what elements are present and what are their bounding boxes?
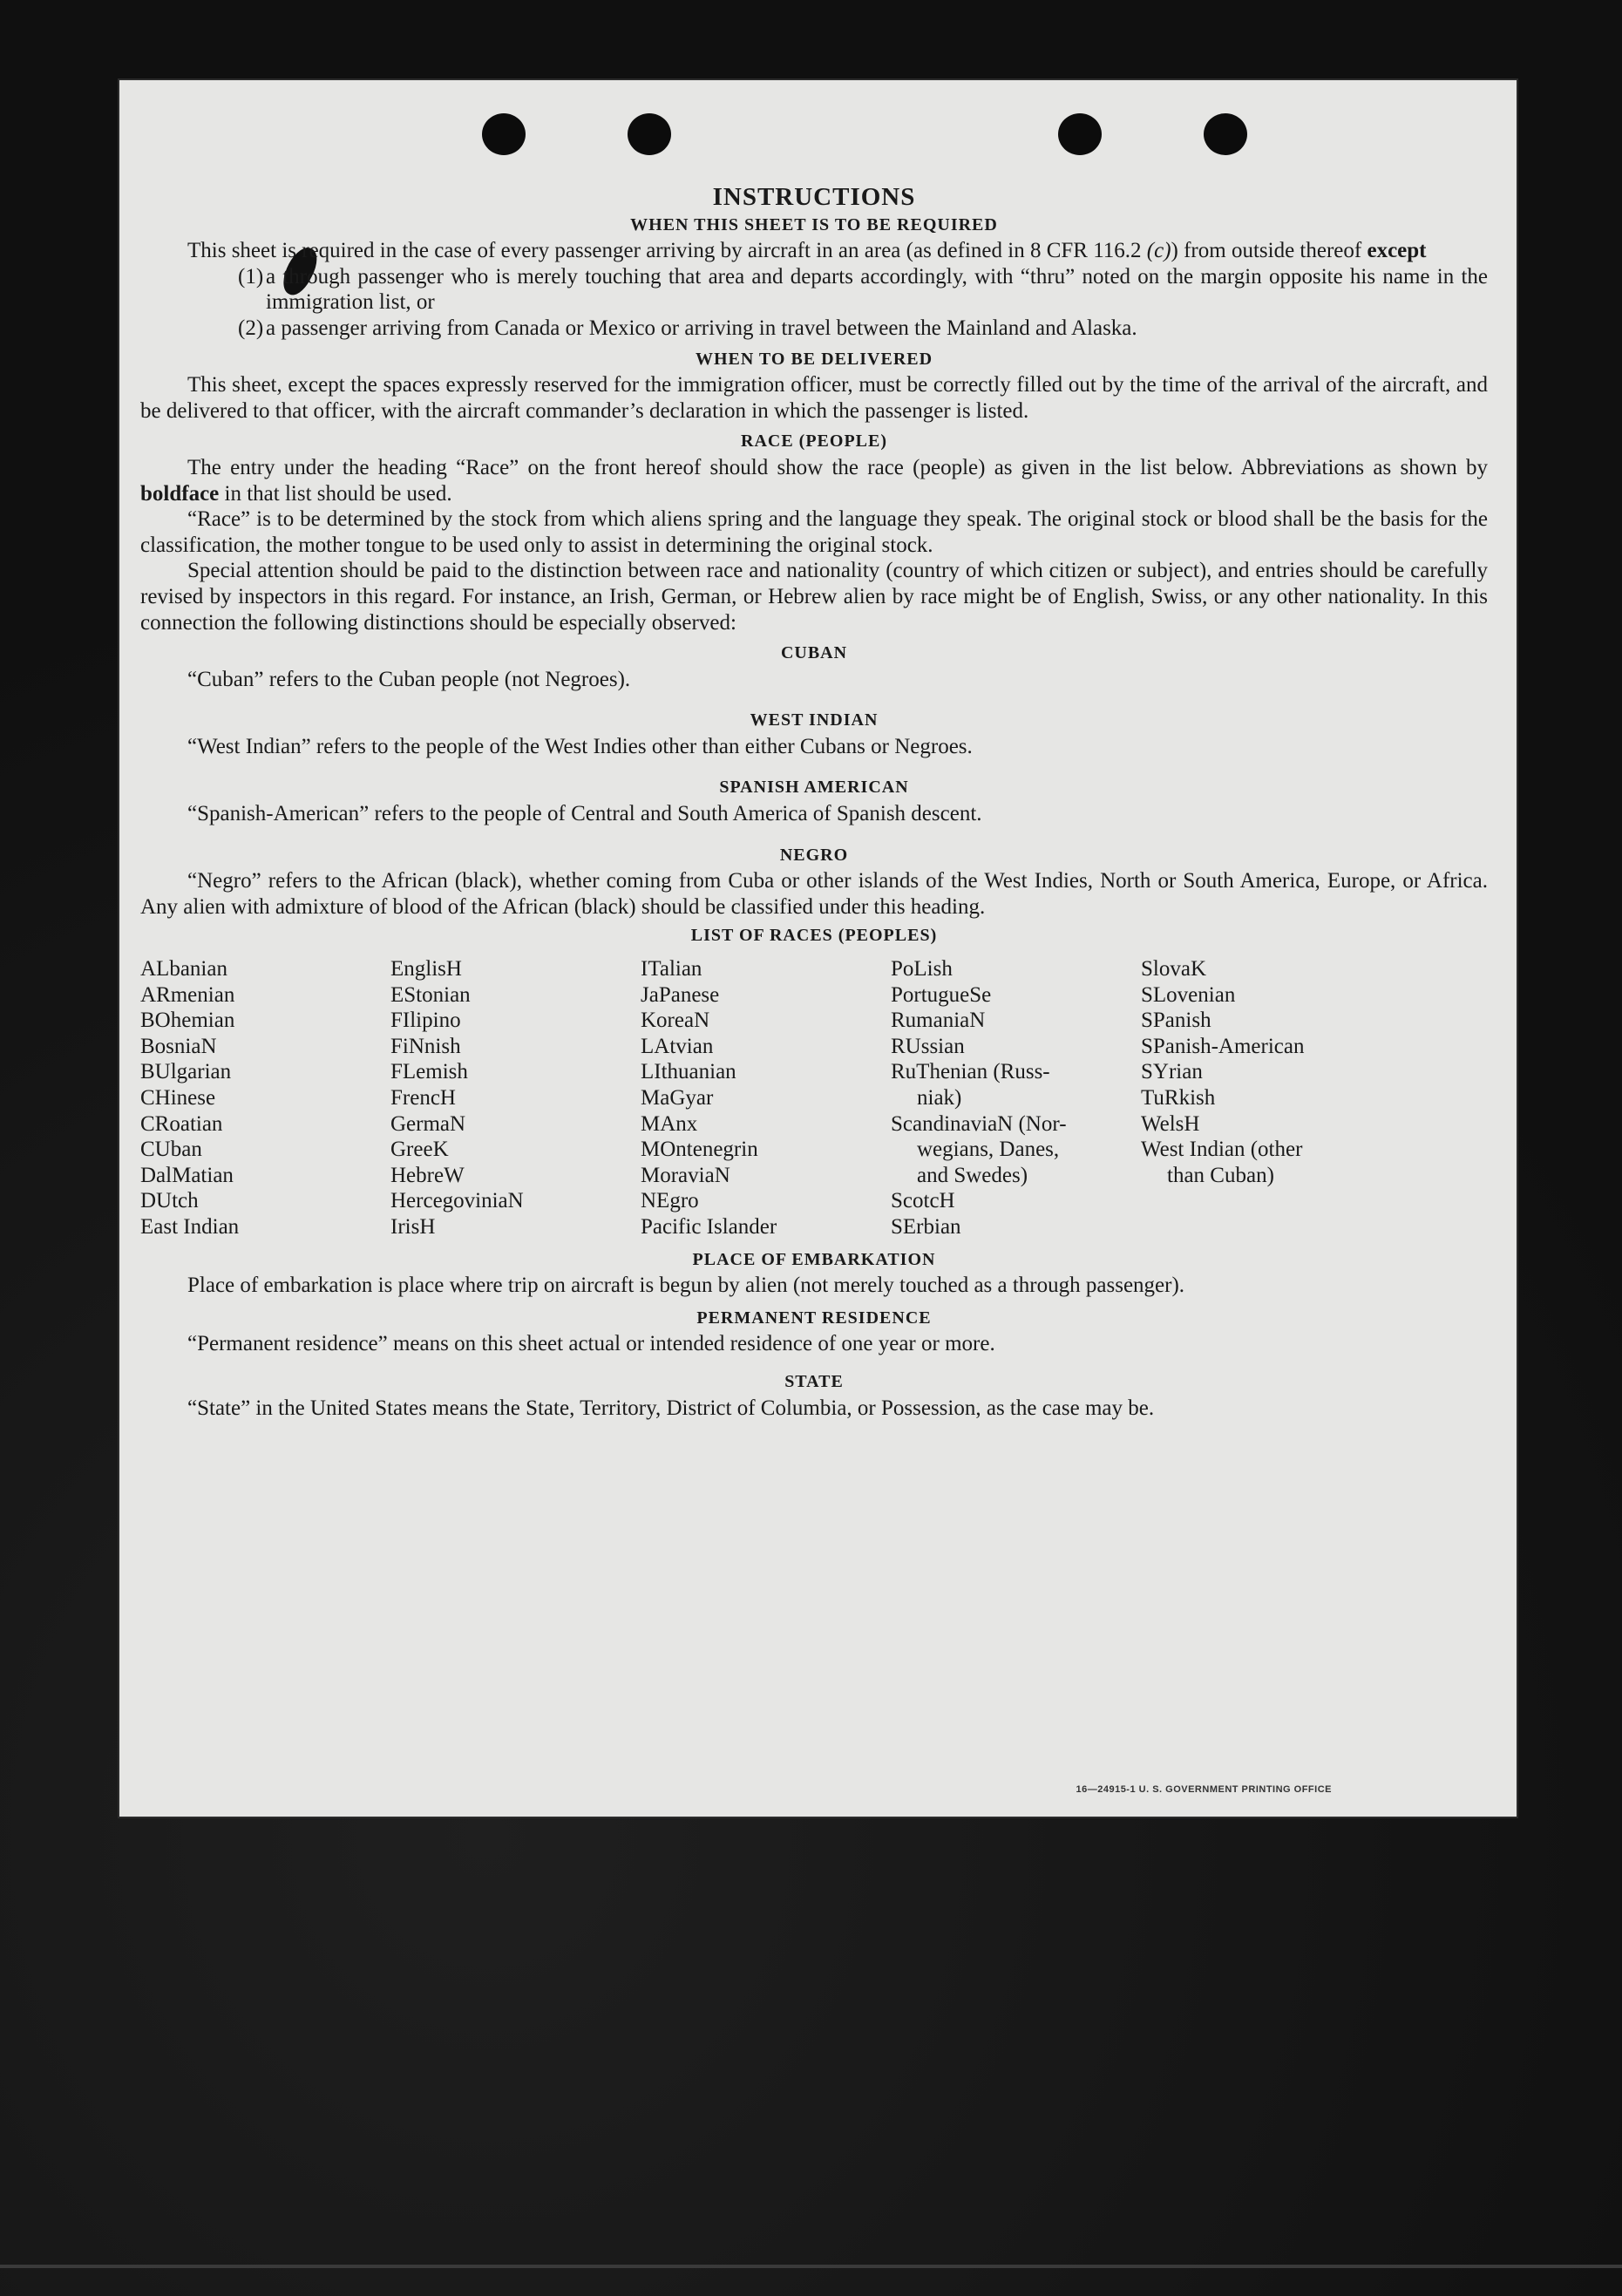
race-entry: East Indian [140, 1214, 240, 1239]
punch-hole [628, 113, 671, 155]
race-entry: SlovaK [1141, 957, 1206, 982]
race-column [641, 956, 891, 1240]
race-entry: NEgro [641, 1189, 699, 1213]
race-list [140, 956, 1488, 1240]
race-entry: LIthuanian [641, 1060, 736, 1084]
paragraph: The entry under the heading “Race” on the front hereof should show the race (people) as given in the list below. Abbreviations as shown by boldface in that list should be used. [140, 455, 1488, 506]
race-entry: SPanish [1141, 1009, 1211, 1033]
race-entry: niak) [917, 1086, 962, 1110]
section-heading: PLACE OF EMBARKATION [692, 1249, 936, 1269]
race-entry: ALbanian [140, 957, 227, 982]
race-entry: SLovenian [1141, 982, 1236, 1007]
race-entry: DUtch [140, 1189, 199, 1213]
race-entry: RuThenian (Russ- [891, 1060, 1050, 1084]
race-entry: SErbian [891, 1214, 961, 1239]
race-entry: MoraviaN [641, 1163, 730, 1187]
paragraph: “Cuban” refers to the Cuban people (not Negroes). [187, 667, 631, 691]
section-heading: WHEN THIS SHEET IS TO BE REQUIRED [630, 214, 998, 234]
race-entry: ITalian [641, 957, 702, 982]
section-heading: SPANISH AMERICAN [719, 778, 909, 798]
race-entry: RUssian [891, 1034, 965, 1058]
race-entry: wegians, Danes, [917, 1138, 1060, 1162]
paragraph: “West Indian” refers to the people of the West Indies other than either Cubans or Negroes. [187, 734, 973, 758]
race-entry: Pacific Islander [641, 1214, 777, 1239]
race-entry: than Cuban) [1167, 1163, 1274, 1187]
race-entry: ScotcH [891, 1189, 955, 1213]
punch-hole [482, 113, 526, 155]
race-entry: ScandinaviaN (Nor- [891, 1111, 1067, 1136]
race-entry: SYrian [1141, 1060, 1203, 1084]
race-entry: RumaniaN [891, 1009, 986, 1033]
race-entry: WelsH [1141, 1111, 1200, 1136]
race-entry: GermaN [390, 1111, 466, 1136]
race-entry: EStonian [390, 982, 471, 1007]
list-item: (1) a through passenger who is merely touching that area and departs accordingly, with “thru” noted on the margin opposite his name in the immigration list, or [238, 264, 1488, 315]
race-entry: TuRkish [1141, 1086, 1216, 1110]
punch-hole [1058, 113, 1102, 155]
paragraph: “Permanent residence” means on this sheet actual or intended residence of one year or more. [187, 1332, 995, 1356]
list-item: (2) a passenger arriving from Canada or Mexico or arriving in travel between the Mainland and Alaska. [238, 316, 1137, 340]
race-entry: BosniaN [140, 1034, 217, 1058]
paragraph: This sheet is required in the case of every passenger arriving by aircraft in an area (as defined in 8 CFR 116.2 (c)) from outside thereof except [187, 239, 1427, 263]
punch-hole [1204, 113, 1247, 155]
race-entry: CRoatian [140, 1111, 223, 1136]
paragraph: “Spanish-American” refers to the people of Central and South America of Spanish descent. [187, 802, 982, 826]
document-page [119, 80, 1517, 1817]
section-heading: WHEN TO BE DELIVERED [695, 349, 933, 369]
race-entry: FrencH [390, 1086, 456, 1110]
paragraph: Place of embarkation is place where trip on aircraft is begun by alien (not merely touched as a through passenger). [187, 1274, 1185, 1298]
race-entry: BUlgarian [140, 1060, 232, 1084]
race-column [390, 956, 641, 1240]
race-column [140, 956, 390, 1240]
race-entry: MOntenegrin [641, 1138, 758, 1162]
race-entry: SPanish-American [1141, 1034, 1305, 1058]
printer-imprint: 16—24915-1 U. S. GOVERNMENT PRINTING OFFICE [1076, 1784, 1332, 1795]
race-entry: CUban [140, 1138, 202, 1162]
paragraph: “State” in the United States means the State, Territory, District of Columbia, or Possession, as the case may be. [187, 1396, 1155, 1420]
paragraph: “Race” is to be determined by the stock from which aliens spring and the language they speak. The original stock or blood shall be the basis for the classification, the mother tongue to be used only to assist in determining the original stock. [140, 507, 1488, 557]
race-entry: HebreW [390, 1163, 465, 1187]
section-heading: LIST OF RACES (PEOPLES) [690, 926, 938, 946]
race-entry: FLemish [390, 1060, 468, 1084]
race-entry: MAnx [641, 1111, 698, 1136]
section-heading: NEGRO [779, 845, 849, 865]
race-entry: West Indian (other [1141, 1138, 1303, 1162]
race-entry: EnglisH [390, 957, 462, 982]
page-title: INSTRUCTIONS [712, 183, 916, 211]
race-entry: ARmenian [140, 982, 235, 1007]
race-entry: HercegoviniaN [390, 1189, 524, 1213]
race-entry: PoLish [891, 957, 953, 982]
paragraph: “Negro” refers to the African (black), whether coming from Cuba or other islands of the West Indies, North or South America, Europe, or Africa. Any alien with admixture of blood of the African (black) should be classified under this heading. [140, 869, 1488, 919]
race-entry: MaGyar [641, 1086, 714, 1110]
race-entry: and Swedes) [917, 1163, 1028, 1187]
section-heading: WEST INDIAN [750, 710, 879, 730]
race-entry: IrisH [390, 1214, 436, 1239]
race-entry: DalMatian [140, 1163, 234, 1187]
race-entry: FIlipino [390, 1009, 461, 1033]
section-heading: CUBAN [780, 643, 848, 663]
race-entry: JaPanese [641, 982, 720, 1007]
race-column [1141, 956, 1391, 1240]
section-heading: PERMANENT RESIDENCE [696, 1308, 932, 1328]
section-heading: STATE [784, 1371, 844, 1391]
paragraph: Special attention should be paid to the distinction between race and nationality (country of which citizen or subject), and entries should be carefully revised by inspectors in this regard. For instance, an Irish, German, or Hebrew alien by race might be of English, Swiss, or any other nationality. In this connection the following distinctions should be especially observed: [140, 559, 1488, 635]
race-entry: FiNnish [390, 1034, 461, 1058]
paragraph: This sheet, except the spaces expressly reserved for the immigration officer, must be correctly filled out by the time of the arrival of the aircraft, and be delivered to that officer, with the aircraft commander’s declaration in which the passenger is listed. [140, 373, 1488, 423]
race-entry: CHinese [140, 1086, 216, 1110]
race-entry: BOhemian [140, 1009, 235, 1033]
scan-edge-line [0, 2265, 1622, 2268]
race-entry: GreeK [390, 1138, 449, 1162]
race-entry: KoreaN [641, 1009, 710, 1033]
race-column [891, 956, 1141, 1240]
section-heading: RACE (PEOPLE) [741, 431, 887, 452]
instructions-body [140, 185, 1488, 1421]
race-entry: PortugueSe [891, 982, 992, 1007]
race-entry: LAtvian [641, 1034, 714, 1058]
